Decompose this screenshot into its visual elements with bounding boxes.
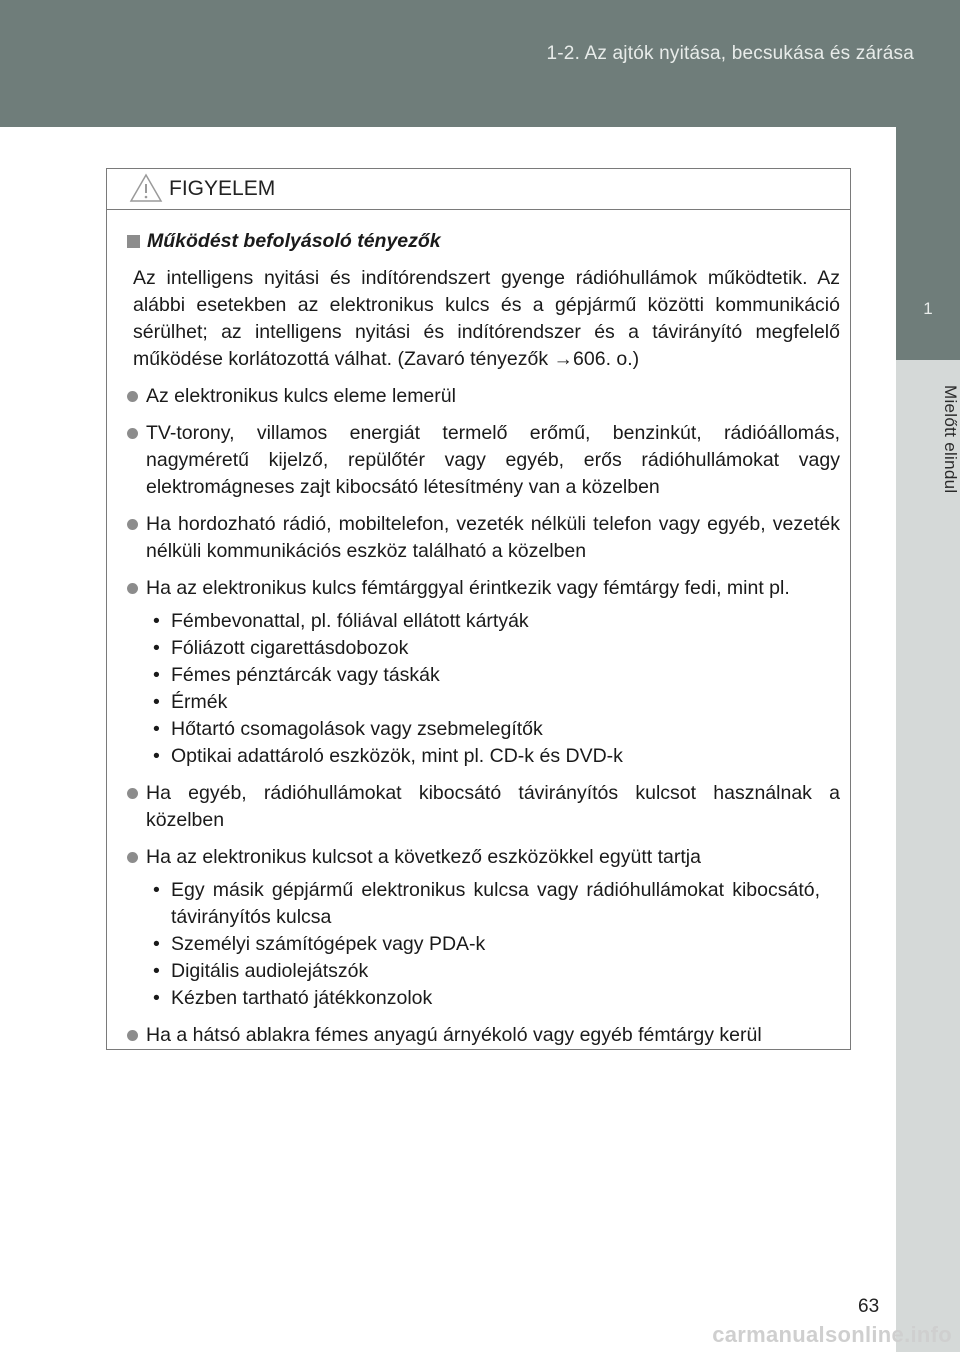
header-band (0, 0, 960, 127)
sub-list-item: • Érmék (153, 691, 228, 713)
sub-list-item: • Fémbevonattal, pl. fóliával ellátott kártyák (153, 610, 529, 632)
sub-list-item: • Kézben tartható játékkonzolok (153, 987, 433, 1009)
section-title: Működést befolyásoló tényezők (147, 230, 441, 252)
sub-list-item: • Fémes pénztárcák vagy táskák (153, 664, 440, 686)
list-item: TV-torony, villamos energiát termelő erőmű, benzinkút, rádióállomás, nagyméretű kijelző, repülőtér vagy egyéb, erős rádióhullámokat vagy elektromágneses zajt kibocsátó létesítmény van a közelben (127, 420, 840, 501)
page-number: 63 (858, 1296, 880, 1317)
side-tab-number: 1 (923, 299, 933, 318)
warning-body (107, 210, 850, 1049)
circle-bullet-icon (127, 583, 138, 594)
circle-bullet-icon (127, 788, 138, 799)
watermark: carmanualsonline.info (712, 1322, 952, 1347)
square-bullet-icon (127, 235, 140, 248)
list-item: Ha hordozható rádió, mobiltelefon, vezeték nélküli telefon vagy egyéb, vezeték nélküli kommunikációs eszköz található a közelben (127, 511, 840, 565)
warning-title: FIGYELEM (169, 177, 276, 200)
warning-box (106, 168, 851, 1050)
circle-bullet-icon (127, 519, 138, 530)
warning-header (107, 169, 850, 210)
sub-list-item: • Személyi számítógépek vagy PDA-k (153, 933, 486, 955)
circle-bullet-icon (127, 428, 138, 439)
sub-list-item: • Optikai adattároló eszközök, mint pl. CD-k és DVD-k (153, 745, 623, 767)
metal-object-list (153, 608, 840, 770)
list-item: Ha az elektronikus kulcsot a következő eszközökkel együtt tartja (127, 844, 840, 871)
list-item: Ha az elektronikus kulcs fémtárggyal érintkezik vagy fémtárgy fedi, mint pl. (127, 575, 840, 602)
sub-list-item: • Egy másik gépjármű elektronikus kulcsa vagy rádióhullámokat kibocsátó, távirányítós kulcsa (153, 879, 820, 928)
list-item: Ha a hátsó ablakra fémes anyagú árnyékoló vagy egyéb fémtárgy kerül (127, 1022, 840, 1049)
sub-list-item: • Fóliázott cigarettásdobozok (153, 637, 409, 659)
circle-bullet-icon (127, 1030, 138, 1041)
circle-bullet-icon (127, 391, 138, 402)
section-heading (127, 228, 840, 255)
intro-paragraph: Az intelligens nyitási és indítórendszert gyenge rádióhullámok működtetik. Az alábbi esetekben az elektronikus kulcs és a gépjármű közötti kommunikáció sérülhet; az intelligens nyitási és indítórendszer és a távirányító megfelelő működése korlátozottá válhat. (Zavaró tényezők →606. o.) (133, 267, 840, 370)
side-tab-label-text: Mielőtt elindul (941, 384, 960, 494)
list-item: Az elektronikus kulcs eleme lemerül (127, 383, 840, 410)
warning-triangle-icon (129, 173, 163, 203)
side-strip (896, 360, 960, 1352)
device-list (153, 877, 840, 1012)
sub-list-item: • Hőtartó csomagolások vagy zsebmelegítők (153, 718, 543, 740)
side-tab-label (896, 374, 960, 504)
circle-bullet-icon (127, 852, 138, 863)
sub-list-item: • Digitális audiolejátszók (153, 960, 369, 982)
chapter-title: 1-2. Az ajtók nyitása, becsukása és zárása (546, 43, 914, 64)
list-item: Ha egyéb, rádióhullámokat kibocsátó távirányítós kulcsot használnak a közelben (127, 780, 840, 834)
side-tab (896, 127, 960, 360)
